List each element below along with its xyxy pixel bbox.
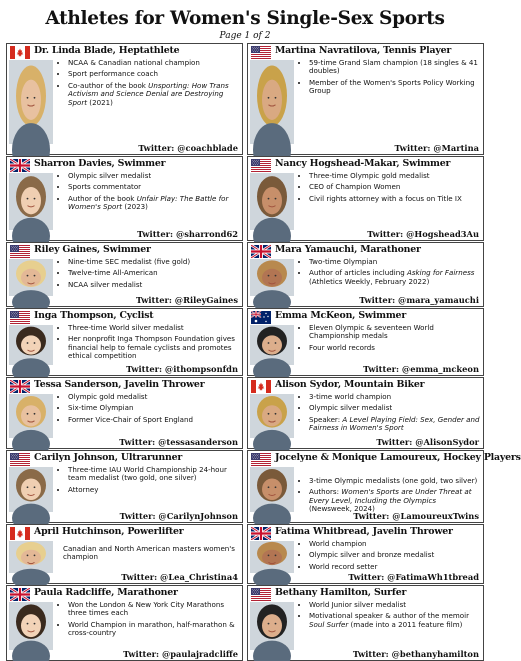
twitter-handle[interactable]: Twitter: @mara_yamauchi bbox=[359, 295, 479, 305]
athlete-photo bbox=[250, 325, 294, 365]
athlete-name: April Hutchinson, Powerlifter bbox=[34, 526, 184, 537]
uk-flag-icon bbox=[10, 159, 30, 172]
credential-list bbox=[57, 466, 239, 497]
credential-item: • Sports commentator bbox=[68, 183, 239, 191]
credential-item: • Her nonprofit Inga Thompson Foundation gives financial help to female cyclists and promotes ethical competition bbox=[68, 335, 239, 360]
athlete-name: Inga Thompson, Cyclist bbox=[34, 310, 154, 321]
credential-item: • 3-time world champion bbox=[309, 393, 480, 401]
canada-flag-icon bbox=[10, 527, 30, 540]
athlete-photo bbox=[250, 394, 294, 438]
athlete-photo bbox=[9, 173, 53, 230]
credential-item: • Six-time Olympian bbox=[68, 404, 239, 412]
credential-item: • Author of articles including Asking for Fairness (Athletics Weekly, February 2022) bbox=[309, 269, 480, 286]
athlete-photo bbox=[250, 259, 294, 296]
athlete-photo bbox=[9, 325, 53, 365]
credential-item: • Four world records bbox=[309, 344, 480, 352]
athlete-photo bbox=[250, 602, 294, 650]
credential-list bbox=[298, 324, 480, 355]
credential-item: • Olympic silver medalist bbox=[309, 404, 480, 412]
athlete-name: Nancy Hogshead-Makar, Swimmer bbox=[275, 158, 451, 169]
twitter-handle[interactable]: Twitter: @paulajradcliffe bbox=[123, 649, 238, 659]
athlete-card bbox=[6, 585, 243, 661]
page-title: Athletes for Women's Single-Sex Sports bbox=[45, 8, 445, 29]
credential-item: • Twelve-time All-American bbox=[68, 269, 239, 277]
athlete-card bbox=[6, 242, 243, 307]
usa-flag-icon bbox=[10, 245, 30, 258]
athlete-photo bbox=[9, 60, 53, 144]
athlete-card bbox=[247, 377, 484, 449]
twitter-handle[interactable]: Twitter: @CarilynJohnson bbox=[119, 511, 238, 521]
credential-item: • Three-time Olympic gold medalist bbox=[309, 172, 480, 180]
athlete-name: Dr. Linda Blade, Heptathlete bbox=[34, 45, 180, 56]
athlete-name: Paula Radcliffe, Marathoner bbox=[34, 587, 178, 598]
credential-item: • 3-time Olympic medalists (one gold, two silver) bbox=[309, 477, 480, 485]
credential-item: • NCAA & Canadian national champion bbox=[68, 59, 239, 67]
usa-flag-icon bbox=[251, 588, 271, 601]
credential-item: • Won the London & New York City Marathons three times each bbox=[68, 601, 239, 618]
twitter-handle[interactable]: Twitter: @FatimaWh1tbread bbox=[348, 572, 479, 582]
credential-list bbox=[57, 601, 239, 641]
credential-item: • Authors: Women's Sports are Under Threat at Every Level, Including the Olympics (Newsweek, 2024) bbox=[309, 488, 480, 513]
australia-flag-icon bbox=[251, 311, 271, 324]
athlete-photo bbox=[250, 173, 294, 230]
athlete-card bbox=[247, 156, 484, 241]
athlete-name: Sharron Davies, Swimmer bbox=[34, 158, 166, 169]
twitter-handle[interactable]: Twitter: @coachblade bbox=[138, 143, 238, 153]
athlete-card bbox=[6, 377, 243, 449]
credential-item: • Two-time Olympian bbox=[309, 258, 480, 266]
twitter-handle[interactable]: Twitter: @Lea_Christina4 bbox=[121, 572, 238, 582]
usa-flag-icon bbox=[251, 46, 271, 59]
usa-flag-icon bbox=[10, 453, 30, 466]
athlete-card bbox=[6, 450, 243, 523]
twitter-handle[interactable]: Twitter: @sharrond62 bbox=[137, 229, 238, 239]
credential-item: • NCAA silver medalist bbox=[68, 281, 239, 289]
credential-item: • World Champion in marathon, half-marathon & cross-country bbox=[68, 621, 239, 638]
credential-item: • Eleven Olympic & seventeen World Championship medals bbox=[309, 324, 480, 341]
athlete-photo bbox=[9, 541, 53, 573]
credential-list bbox=[57, 545, 239, 565]
credential-list bbox=[298, 59, 480, 99]
uk-flag-icon bbox=[10, 380, 30, 393]
athlete-card bbox=[247, 43, 484, 155]
credential-item: • Attorney bbox=[68, 486, 239, 494]
credential-list bbox=[57, 59, 239, 110]
credential-list bbox=[57, 393, 239, 427]
athlete-photo bbox=[250, 541, 294, 573]
credential-item: • World Junior silver medalist bbox=[309, 601, 480, 609]
usa-flag-icon bbox=[251, 159, 271, 172]
page-number: Page 1 of 2 bbox=[219, 31, 271, 41]
athlete-photo bbox=[9, 602, 53, 650]
twitter-handle[interactable]: Twitter: @Martina bbox=[394, 143, 479, 153]
twitter-handle[interactable]: Twitter: @tessasanderson bbox=[119, 437, 238, 447]
athlete-name: Jocelyne & Monique Lamoureux, Hockey Players bbox=[275, 452, 521, 463]
athlete-name: Mara Yamauchi, Marathoner bbox=[275, 244, 421, 255]
credential-item: • Nine-time SEC medalist (five gold) bbox=[68, 258, 239, 266]
credential-item: Canadian and North American masters women's champion bbox=[63, 544, 235, 562]
athlete-name: Riley Gaines, Swimmer bbox=[34, 244, 151, 255]
athlete-photo bbox=[9, 259, 53, 296]
credential-item: • Motivational speaker & author of the memoir Soul Surfer (made into a 2011 feature film) bbox=[309, 612, 480, 629]
usa-flag-icon bbox=[251, 453, 271, 466]
twitter-handle[interactable]: Twitter: @ithompsonfdn bbox=[126, 364, 238, 374]
twitter-handle[interactable]: Twitter: @Hogshead3Au bbox=[367, 229, 479, 239]
credential-list bbox=[298, 172, 480, 206]
credential-list bbox=[57, 172, 239, 215]
athlete-photo bbox=[250, 467, 294, 512]
athlete-card bbox=[247, 242, 484, 307]
credential-item: • Olympic gold medalist bbox=[68, 393, 239, 401]
athlete-name: Carilyn Johnson, Ultrarunner bbox=[34, 452, 183, 463]
twitter-handle[interactable]: Twitter: @RileyGaines bbox=[135, 295, 238, 305]
athlete-card bbox=[6, 308, 243, 376]
twitter-handle[interactable]: Twitter: @bethanyhamilton bbox=[352, 649, 479, 659]
credential-item: • Sport performance coach bbox=[68, 70, 239, 78]
credential-item: • Three-time World silver medalist bbox=[68, 324, 239, 332]
athlete-name: Emma McKeon, Swimmer bbox=[275, 310, 407, 321]
credential-list bbox=[57, 324, 239, 364]
athlete-name: Alison Sydor, Mountain Biker bbox=[275, 379, 425, 390]
athlete-card bbox=[6, 156, 243, 241]
credential-item: • Former Vice-Chair of Sport England bbox=[68, 416, 239, 424]
athlete-card bbox=[6, 43, 243, 155]
credential-list bbox=[298, 540, 480, 574]
credential-list bbox=[298, 393, 480, 436]
credential-list bbox=[298, 258, 480, 289]
athlete-card bbox=[247, 585, 484, 661]
credential-item: • Speaker: A Level Playing Field: Sex, Gender and Fairness in Women's Sport bbox=[309, 416, 480, 433]
athlete-photo bbox=[9, 394, 53, 438]
credential-item: • 59-time Grand Slam champion (18 singles & 41 doubles) bbox=[309, 59, 480, 76]
credential-item: • Co-author of the book Unsporting: How Trans Activism and Science Denial are Destroying Sport (2021) bbox=[68, 82, 239, 107]
credential-list bbox=[57, 258, 239, 292]
canada-flag-icon bbox=[10, 46, 30, 59]
credential-item: • World record setter bbox=[309, 563, 480, 571]
twitter-handle[interactable]: Twitter: @AlisonSydor bbox=[376, 437, 479, 447]
credential-item: • Olympic silver and bronze medalist bbox=[309, 551, 480, 559]
athlete-photo bbox=[250, 60, 294, 144]
athlete-card bbox=[247, 450, 521, 523]
uk-flag-icon bbox=[251, 245, 271, 258]
athlete-name: Bethany Hamilton, Surfer bbox=[275, 587, 407, 598]
athlete-name: Martina Navratilova, Tennis Player bbox=[275, 45, 452, 56]
credential-item: • Member of the Women's Sports Policy Working Group bbox=[309, 79, 480, 96]
athlete-card bbox=[6, 524, 243, 584]
athlete-name: Fatima Whitbread, Javelin Thrower bbox=[275, 526, 453, 537]
credential-item: • World champion bbox=[309, 540, 480, 548]
twitter-handle[interactable]: Twitter: @emma_mckeon bbox=[363, 364, 479, 374]
athlete-card bbox=[247, 524, 484, 584]
credential-item: • CEO of Champion Women bbox=[309, 183, 480, 191]
canada-flag-icon bbox=[251, 380, 271, 393]
uk-flag-icon bbox=[10, 588, 30, 601]
credential-item: • Author of the book Unfair Play: The Battle for Women's Sport (2023) bbox=[68, 195, 239, 212]
credential-item: • Three-time IAU World Championship 24-hour team medalist (two gold, one silver) bbox=[68, 466, 239, 483]
usa-flag-icon bbox=[10, 311, 30, 324]
athlete-name: Tessa Sanderson, Javelin Thrower bbox=[34, 379, 205, 390]
athlete-card bbox=[247, 308, 484, 376]
credential-item: • Olympic silver medalist bbox=[68, 172, 239, 180]
uk-flag-icon bbox=[251, 527, 271, 540]
athlete-photo bbox=[9, 467, 53, 512]
credential-item: • Civil rights attorney with a focus on Title IX bbox=[309, 195, 480, 203]
credential-list bbox=[298, 601, 480, 632]
twitter-handle[interactable]: Twitter: @LamoureuxTwins bbox=[353, 511, 479, 521]
